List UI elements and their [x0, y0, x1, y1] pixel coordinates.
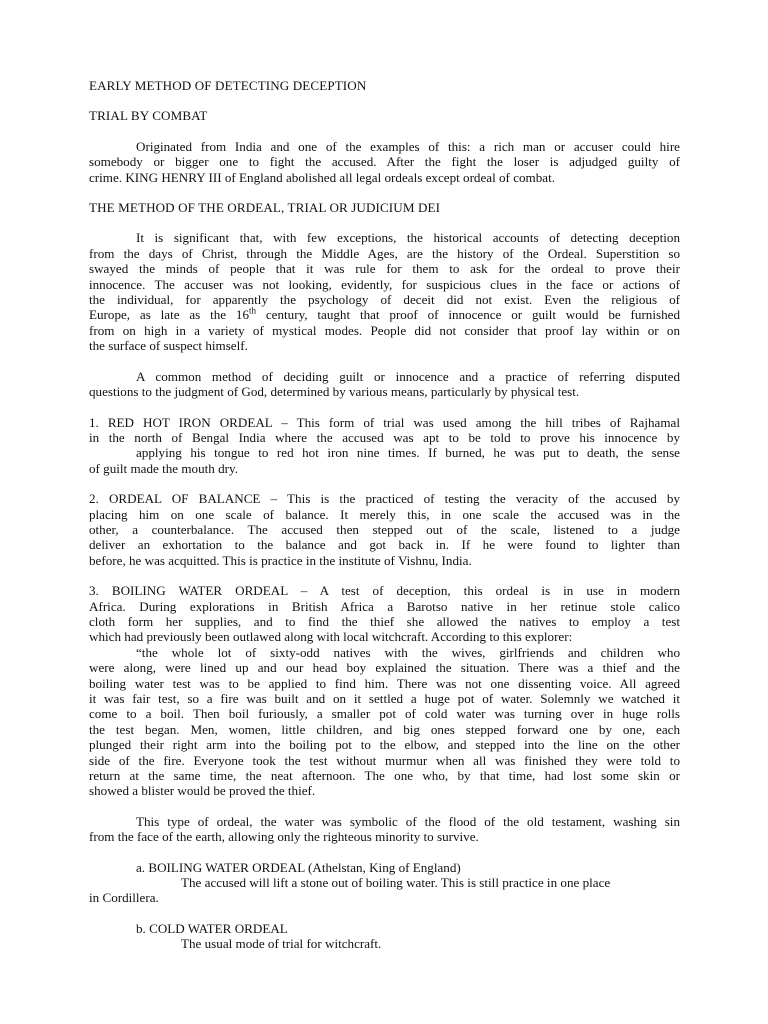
- sub-item-a: [89, 860, 680, 906]
- sub-item-heading: b. COLD WATER ORDEAL: [136, 920, 288, 936]
- quote-line: it was fair test, so a fire was built and on it settled a huge pot of water. Solemnly we watched it: [89, 691, 680, 706]
- sub-item-b: [89, 921, 680, 952]
- text-line: Originated from India and one of the examples of this: a rich man or accuser could hire: [136, 138, 680, 154]
- text-line: crime. KING HENRY III of England abolished all legal ordeals except ordeal of combat.: [89, 169, 556, 185]
- text-line: A common method of deciding guilt or innocence and a practice of referring disputed: [136, 368, 680, 384]
- text-line: The accused will lift a stone out of boiling water. This is still practice in one place: [181, 875, 611, 891]
- list-item-balance: [89, 491, 680, 568]
- quote-line: showed a blister would be proved the thief.: [89, 783, 316, 799]
- text-line: It is significant that, with few exceptions, the historical accounts of detecting deception: [136, 230, 680, 246]
- superscript-th: th: [249, 306, 257, 317]
- quote-line: were along, were lined up and our head boy explained the situation. There was a thief and the: [89, 660, 680, 676]
- sub-item-heading: a. BOILING WATER ORDEAL (Athelstan, King of England): [136, 859, 461, 875]
- text-line: in the north of Bengal India where the accused was apt to be told to prove his innocence by: [89, 429, 680, 445]
- list-item-red-hot-iron: [89, 415, 680, 477]
- text-line: of guilt made the mouth dry.: [89, 460, 238, 476]
- text-line: from the days of Christ, through the Middle Ages, are the history of the Ordeal. Superstition so: [89, 245, 680, 261]
- quote-line: come to a boil. Then boil furiously, a smaller pot of cold water was turning over in huge rolls: [89, 706, 680, 722]
- paragraph-ordeal-history: [89, 230, 680, 353]
- section-heading-trial-by-combat: TRIAL BY COMBAT: [89, 108, 208, 124]
- quote-line: boiling water test was to be applied to find him. There was not one dissenting voice. All agreed: [89, 675, 680, 691]
- text-line-europe: [89, 307, 680, 322]
- text-line: deliver an exhortation to the balance and got back in. If he were found to lighter than: [89, 537, 680, 553]
- quote-line: side of the fire. Everyone took the test without murmur when all was finished they were told to: [89, 752, 680, 768]
- text-line: the surface of suspect himself.: [89, 338, 248, 354]
- text-line: This type of ordeal, the water was symbolic of the flood of the old testament, washing sin: [136, 813, 680, 829]
- text-line: which had previously been outlawed along with local witchcraft. According to this explorer:: [89, 629, 573, 645]
- list-item-boiling-water: [89, 583, 680, 799]
- quote-line: plunged their right arm into the boiling pot to the elbow, and stepped into the line on the other: [89, 737, 680, 753]
- text-line: 1. RED HOT IRON ORDEAL – This form of trial was used among the hill tribes of Rajhamal: [89, 414, 680, 430]
- text-line: The usual mode of trial for witchcraft.: [181, 936, 382, 952]
- section-heading-ordeal: THE METHOD OF THE ORDEAL, TRIAL OR JUDICIUM DEI: [89, 200, 441, 216]
- quote-line: “the whole lot of sixty-odd natives with the wives, girlfriends and children who: [136, 644, 680, 660]
- text-line: other, a counterbalance. The accused then stepped out of the scale, listened to a judge: [89, 521, 680, 537]
- text-line: somebody or bigger one to fight the accused. After the fight the loser is adjudged guilty of: [89, 154, 680, 170]
- text-line: swayed the minds of people that it was rule for them to ask for the ordeal to prove their: [89, 261, 680, 277]
- paragraph-trial-by-combat: [89, 139, 680, 185]
- paragraph-common-method: [89, 369, 680, 400]
- quote-line: the test began. Men, women, little children, and big ones stepped forward one by one, each: [89, 721, 680, 737]
- text-line: from the face of the earth, allowing only the righteous minority to survive.: [89, 829, 479, 845]
- text-line: cloth form her supplies, and to find the thief she allowed the natives to employ a test: [89, 613, 680, 629]
- paragraph-closing: [89, 814, 680, 845]
- text-line: 3. BOILING WATER ORDEAL – A test of deception, this ordeal is in use in modern: [89, 583, 680, 599]
- text-line: in Cordillera.: [89, 890, 159, 906]
- text-line: before, he was acquitted. This is practice in the institute of Vishnu, India.: [89, 552, 472, 568]
- text-line: innocence. The accuser was not looking, evidently, for suspicious clues in the face or actions of: [89, 276, 680, 292]
- text-line: the individual, for apparently the psychology of deceit did not exist. Even the religious of: [89, 292, 680, 308]
- document-title: EARLY METHOD OF DETECTING DECEPTION: [89, 78, 367, 93]
- text-line: applying his tongue to red hot iron nine times. If burned, he was put to death, the sense: [136, 445, 680, 461]
- quote-line: return at the same time, the neat afternoon. The one who, by that time, had lost some skin or: [89, 768, 680, 784]
- text-line: 2. ORDEAL OF BALANCE – This is the practiced of testing the veracity of the accused by: [89, 491, 680, 507]
- text-fragment: Europe, as late as the 16: [89, 307, 250, 323]
- text-line: questions to the judgment of God, determined by various means, particularly by physical test.: [89, 384, 580, 400]
- text-line: Africa. During explorations in British Africa a Barotso native in her retinue stole calico: [89, 598, 680, 614]
- text-line: placing him on one scale of balance. It merely this, in one scale the accused was in the: [89, 506, 680, 522]
- text-line: from on high in a variety of mystical modes. People did not consider that proof lay within or on: [89, 322, 680, 338]
- text-fragment: century, taught that proof of innocence or guilt would be furnished: [256, 307, 680, 323]
